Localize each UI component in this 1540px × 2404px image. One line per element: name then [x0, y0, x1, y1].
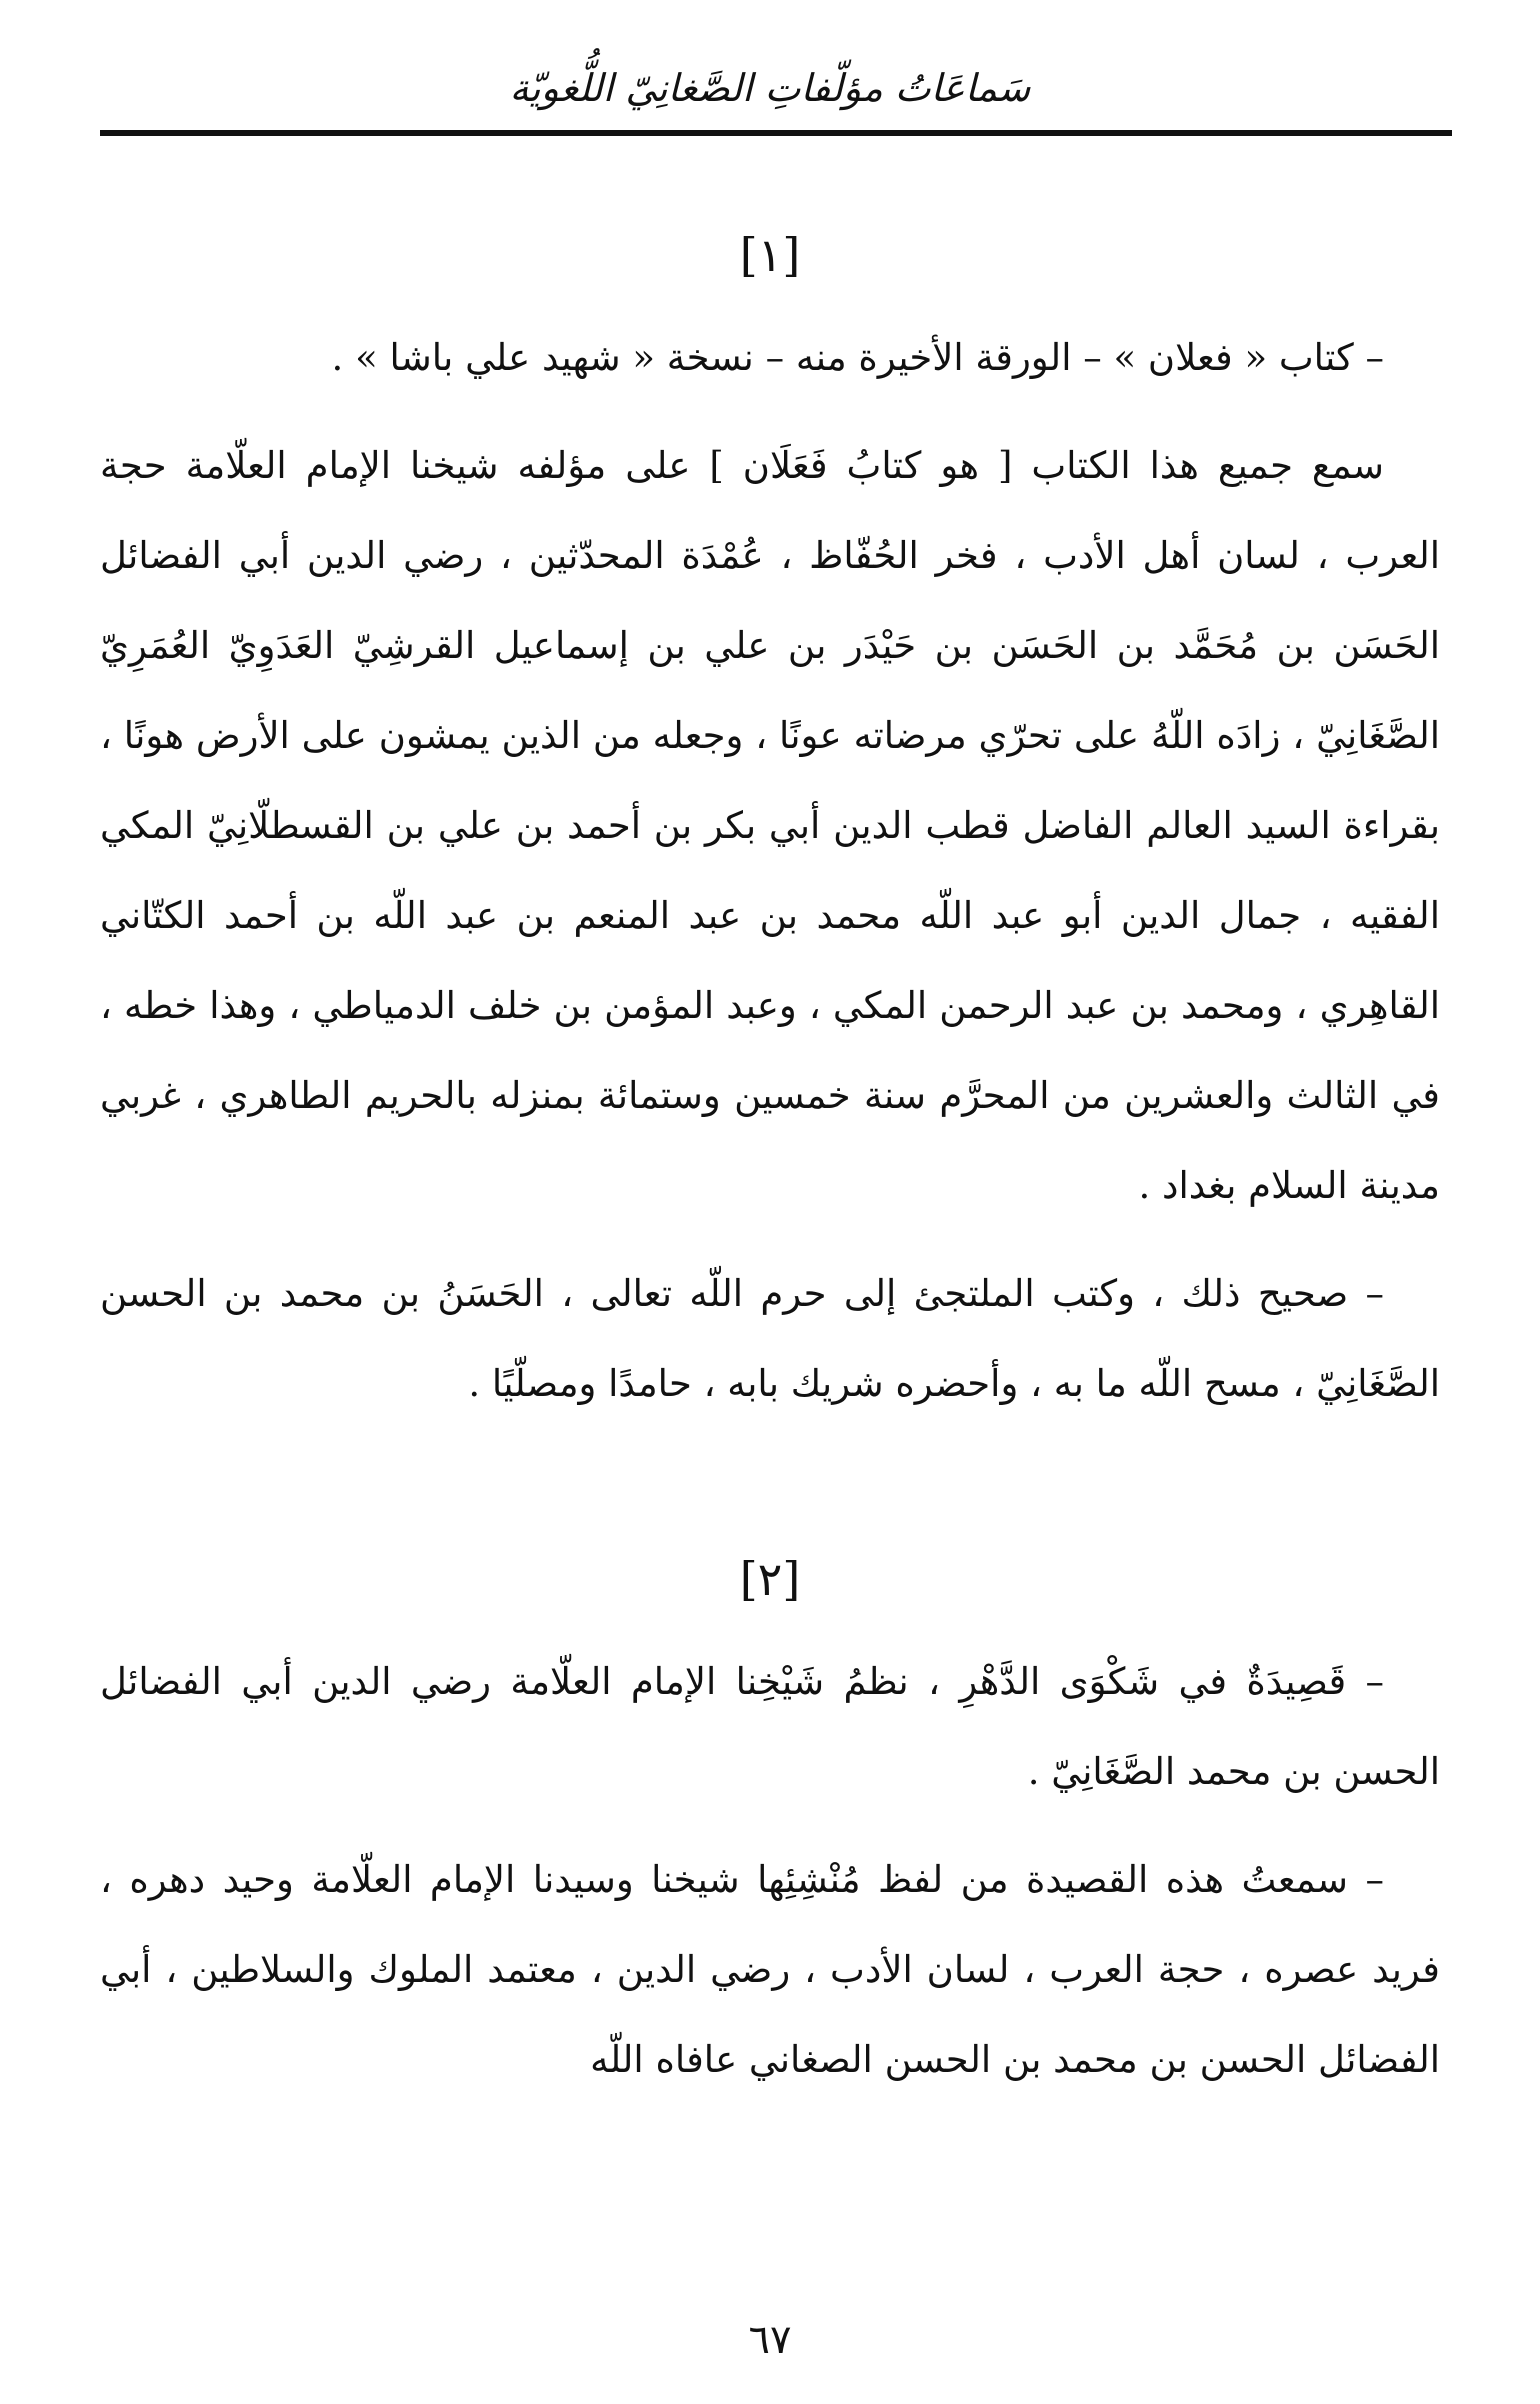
running-header: سَماعَاتُ مؤلّفاتِ الصَّغانِيّ اللُّغويّة [509, 66, 1031, 110]
body-text [100, 215, 1440, 2105]
header-rule [100, 130, 1452, 136]
section-2-main-paragraph: – سمعتُ هذه القصيدة من لفظ مُنْشِئِها شيخنا وسيدنا الإمام العلّامة وحيد دهره ، فريد عصره ، حجة العرب ، لسان الأدب ، رضي الدين ، معتمد الملوك والسلاطين ، أبي الفضائل الحسن بن محمد بن الحسن الصغاني عافاه اللّه [100, 1858, 1440, 2081]
section-1-attestation: – صحيح ذلك ، وكتب الملتجئ إلى حرم اللّه تعالى ، الحَسَنُ بن محمد بن الحسن الصَّغَانِيّ ، مسح اللّه ما به ، وأحضره شريك بابه ، حامدًا ومصلّيًا . [100, 1272, 1440, 1405]
section-1-source-line: – كتاب « فعلان » – الورقة الأخيرة منه – نسخة « شهيد علي باشا » . [331, 336, 1384, 379]
section-1-main-paragraph: سمع جميع هذا الكتاب [ هو كتابُ فَعَلَان ] على مؤلفه شيخنا الإمام العلّامة حجة العرب ، لسان أهل الأدب ، فخر الحُفّاظ ، عُمْدَة المحدّثين ، رضي الدين أبي الفضائل الحَسَن بن مُحَمَّد بن الحَسَن بن حَيْدَر بن علي بن إسماعيل القرشِيّ العَدَوِيّ العُمَرِيّ الصَّغَانِيّ ، زادَه اللّهُ على تحرّي مرضاته عونًا ، وجعله من الذين يمشون على الأرض هونًا ، بقراءة السيد العالم الفاضل قطب الدين أبي بكر بن أحمد بن علي بن القسطلّانِيّ المكي الفقيه ، جمال الدين أبو عبد اللّه محمد بن عبد المنعم بن عبد اللّه بن أحمد الكتّاني القاهِري ، ومحمد بن عبد الرحمن المكي ، وعبد المؤمن بن خلف الدمياطي ، وهذا خطه ، في الثالث والعشرين من المحرَّم سنة خمسين وستمائة بمنزله بالحريم الطاهري ، غربي مدينة السلام بغداد . [100, 444, 1440, 1207]
section-2-title-line: – قَصِيدَةٌ في شَكْوَى الدَّهْرِ ، نظمُ شَيْخِنا الإمام العلّامة رضي الدين أبي الفضائل الحسن بن محمد الصَّغَانِيّ . [100, 1660, 1440, 1793]
section-number-1: [١] [739, 228, 801, 282]
section-number-2: [٢] [739, 1552, 801, 1606]
page-number: ٦٧ [748, 2317, 792, 2363]
